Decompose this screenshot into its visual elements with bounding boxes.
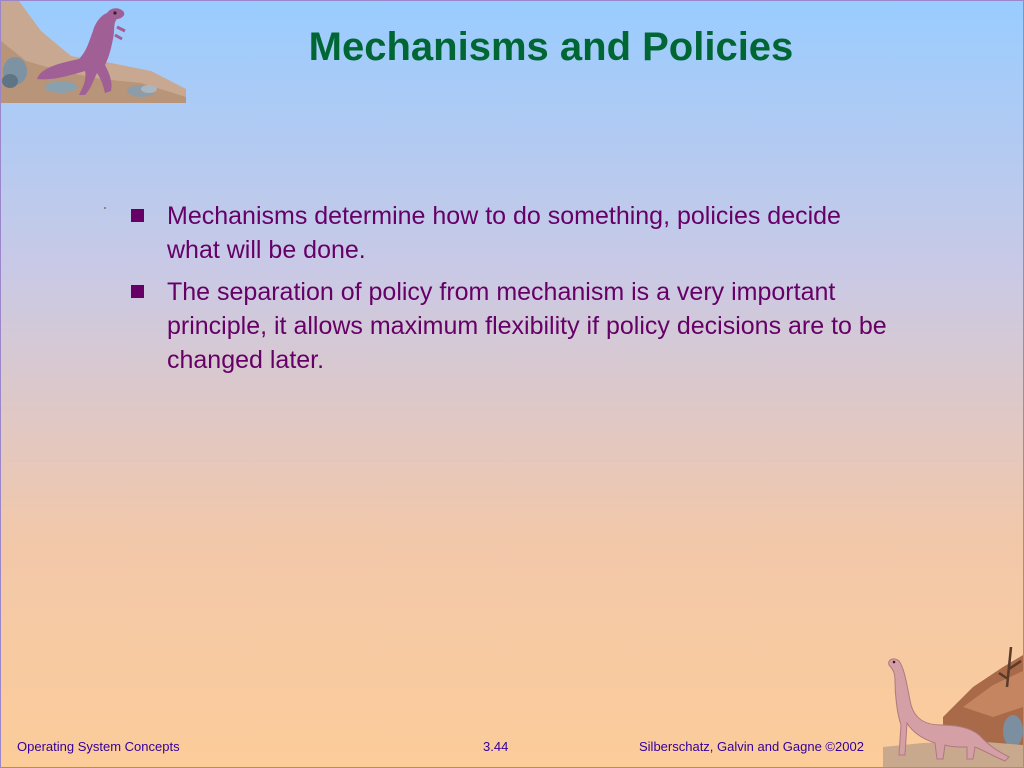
footer-course-name: Operating System Concepts	[17, 739, 180, 754]
stray-mark	[104, 207, 106, 209]
brontosaurus-dinosaur-icon	[883, 647, 1023, 767]
square-bullet-icon	[131, 285, 144, 298]
bullet-item	[129, 199, 889, 267]
footer-copyright: Silberschatz, Galvin and Gagne ©2002	[639, 739, 864, 754]
slide-title: Mechanisms and Policies	[308, 25, 794, 69]
t-rex-dinosaur-icon	[1, 1, 191, 111]
bullet-item	[129, 275, 889, 377]
square-bullet-icon	[131, 209, 144, 222]
footer-slide-number: 3.44	[483, 739, 509, 754]
bullet-text: The separation of policy from mechanism is a very important principle, it allows maximum flexibility if policy decisions are to be changed later.	[167, 278, 887, 374]
bullet-list	[129, 199, 889, 385]
bullet-text: Mechanisms determine how to do something, policies decide what will be done.	[167, 202, 841, 264]
